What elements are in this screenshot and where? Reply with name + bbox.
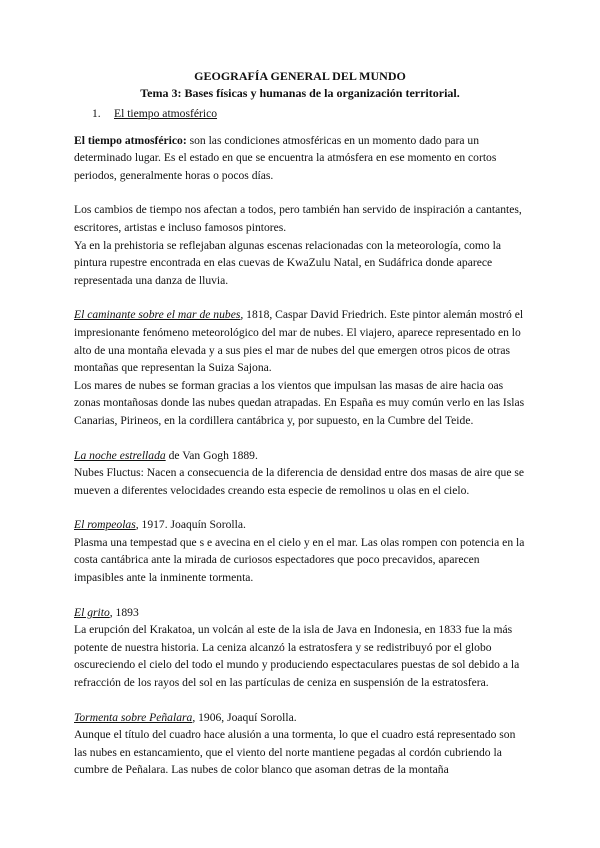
work-meta: , 1906, Joaquí Sorolla. xyxy=(192,710,297,724)
document-subtitle: Tema 3: Bases físicas y humanas de la organización territorial. xyxy=(140,86,460,100)
definition-text: son las condiciones atmosféricas en un momento dado para un determinado lugar. Es el estado en que se encuentra la atmósfera en ese momento en cortos periodos, generalmente horas o pocos días. xyxy=(74,133,497,182)
work-meta: de Van Gogh 1889. xyxy=(165,448,258,462)
intro-paragraph-2: Ya en la prehistoria se reflejaban algunas escenas relacionadas con la meteorología, como la pintura rupestre encontrada en elas cuevas de KwaZulu Natal, en Sudáfrica donde aparece representada una danza de lluvia. xyxy=(74,238,501,287)
section-title: El tiempo atmosférico xyxy=(114,107,218,120)
work-tormenta-penalara xyxy=(74,709,526,727)
work-title: La noche estrellada xyxy=(74,448,166,462)
work-title: El grito xyxy=(74,605,110,619)
work-rompeolas xyxy=(74,516,526,534)
document-body xyxy=(74,68,526,779)
work-description: Nubes Fluctus: Nacen a consecuencia de la diferencia de densidad entre dos masas de aire que se mueven a diferentes velocidades creando esta especie de remolinos u olas en el cielo. xyxy=(74,466,525,497)
work-description: La erupción del Krakatoa, un volcán al este de la isla de Java en Indonesia, en 1833 fue la más potente de nuestra historia. La ceniza alcanzó la estratosfera y se redistribuyó por el globo oscureciendo el cielo del todo el mundo y produciendo espectaculares puestas de sol debido a la refracción de los rayos del sol en las partículas de ceniza en suspensión de la estratosfera. xyxy=(74,623,520,690)
work-description: Este pintor alemán mostró el impresionante fenómeno meteorológico del mar de nubes. El viajero, aparece representado en lo alto de una montaña elevada y a sus pies el mar de nubes del que emergen otros picos de otras montañas que representan la Suiza Sajona. xyxy=(74,308,524,375)
section-number: 1. xyxy=(92,107,101,120)
work-description: Plasma una tempestad que s e avecina en el cielo y en el mar. Las olas rompen con potencia en la costa cantábrica ante la mirada de curiosos espectadores que poco precavidos, aparecen impasibles ante la inminente tormenta. xyxy=(74,535,525,585)
section-heading xyxy=(74,105,526,123)
work-meta: , 1818, Caspar David Friedrich. xyxy=(240,308,387,322)
definition-paragraph xyxy=(74,132,526,185)
document-title: GEOGRAFÍA GENERAL DEL MUNDO xyxy=(194,69,406,83)
work-caminante-note: Los mares de nubes se forman gracias a los vientos que impulsan las masas de aire hacia oas zonas montañosas donde las nubes quedan atrapadas. En España es muy común verlo en las Islas Canarias, Pirineos, en la cordillera cantábrica y, por supuesto, en la Cumbre del Teide. xyxy=(74,378,525,427)
work-description: Aunque el título del cuadro hace alusión a una tormenta, lo que el cuadro está representado son las nubes en estancamiento, que el viento del norte mantiene pegadas al cordón cubriendo la cumbre de Peñalara. Las nubes de color blanco que asoman detras de la montaña xyxy=(74,728,516,777)
work-title: El caminante sobre el mar de nubes xyxy=(74,308,241,322)
work-meta: , 1893 xyxy=(109,605,139,619)
intro-paragraph-1: Los cambios de tiempo nos afectan a todos, pero también han servido de inspiración a cantantes, escritores, artistas e incluso famosos pintores. xyxy=(74,203,522,234)
work-caminante xyxy=(74,306,526,376)
work-grito xyxy=(74,604,526,622)
work-meta: , 1917. Joaquín Sorolla. xyxy=(135,518,246,532)
work-noche-estrellada xyxy=(74,447,526,465)
work-title: Tormenta sobre Peñalara xyxy=(74,710,193,724)
work-title: El rompeolas xyxy=(74,518,136,532)
definition-term: El tiempo atmosférico: xyxy=(74,133,187,147)
